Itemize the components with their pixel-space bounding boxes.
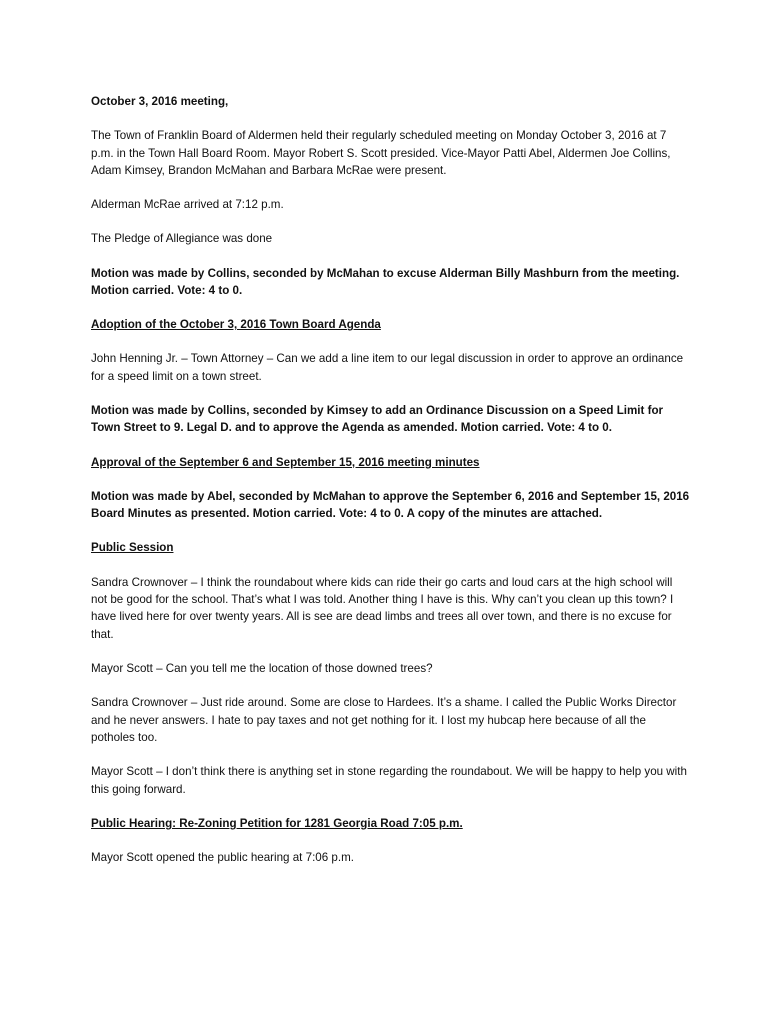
- motion-agenda-paragraph: Motion was made by Collins, seconded by Kimsey to add an Ordinance Discussion on a Speed Limit for Town Street to 9. Legal D. and to approve the Agenda as amended. Motion carried. Vote: 4 to 0.: [91, 404, 664, 435]
- motion-excuse-paragraph: Motion was made by Collins, seconded by McMahan to excuse Alderman Billy Mashburn from the meeting. Motion carried. Vote: 4 to 0.: [91, 266, 680, 298]
- attendance-paragraph: The Town of Franklin Board of Aldermen held their regularly scheduled meeting on Monday October 3, 2016 at 7 p.m. in the Town Hall Board Room. Mayor Robert S. Scott presided. Vice-Mayor Patti Abel, Aldermen Joe Collins, Adam Kimsey, Brandon McMahan and Barbara McRae were present.: [91, 129, 671, 178]
- mayor-reply-paragraph: Mayor Scott – I don’t think there is anything set in stone regarding the roundabout. We will be happy to help you with this going forward.: [91, 765, 687, 796]
- public-comment-paragraph-2: Sandra Crownover – Just ride around. Some are close to Hardees. It’s a shame. I called the Public Works Director and he never answers. I hate to pay taxes and not get nothing for it. I lost my hubcap here because of all the potholes too.: [91, 696, 677, 745]
- section-heading-public-hearing: Public Hearing: Re-Zoning Petition for 1281 Georgia Road 7:05 p.m.: [91, 816, 463, 830]
- hearing-opened-paragraph: Mayor Scott opened the public hearing at 7:06 p.m.: [91, 851, 354, 865]
- section-heading-minutes: Approval of the September 6 and September 15, 2016 meeting minutes: [91, 455, 480, 469]
- public-comment-paragraph-1: Sandra Crownover – I think the roundabout where kids can ride their go carts and loud cars at the high school will not be good for the school. That’s what I was told. Another thing I have is this. Why can’t you clean up this town? I have lived here for over twenty years. All is see are dead limbs and trees all over town, and there is no excuse for that.: [91, 575, 674, 641]
- meeting-date-heading: October 3, 2016 meeting,: [91, 95, 229, 108]
- motion-minutes-paragraph: Motion was made by Abel, seconded by McMahan to approve the September 6, 2016 and September 15, 2016 Board Minutes as presented. Motion carried. Vote: 4 to 0. A copy of the minutes are attached.: [91, 489, 690, 521]
- section-heading-public-session: Public Session: [91, 541, 174, 555]
- pledge-paragraph: The Pledge of Allegiance was done: [91, 232, 273, 246]
- attorney-comment-paragraph: John Henning Jr. – Town Attorney – Can we add a line item to our legal discussion in order to approve an ordinance for a speed limit on a town street.: [91, 352, 684, 383]
- section-heading-agenda: Adoption of the October 3, 2016 Town Board Agenda: [91, 318, 381, 332]
- late-arrival-paragraph: Alderman McRae arrived at 7:12 p.m.: [91, 198, 284, 212]
- document-body: [91, 93, 691, 883]
- mayor-question-paragraph: Mayor Scott – Can you tell me the location of those downed trees?: [91, 662, 433, 676]
